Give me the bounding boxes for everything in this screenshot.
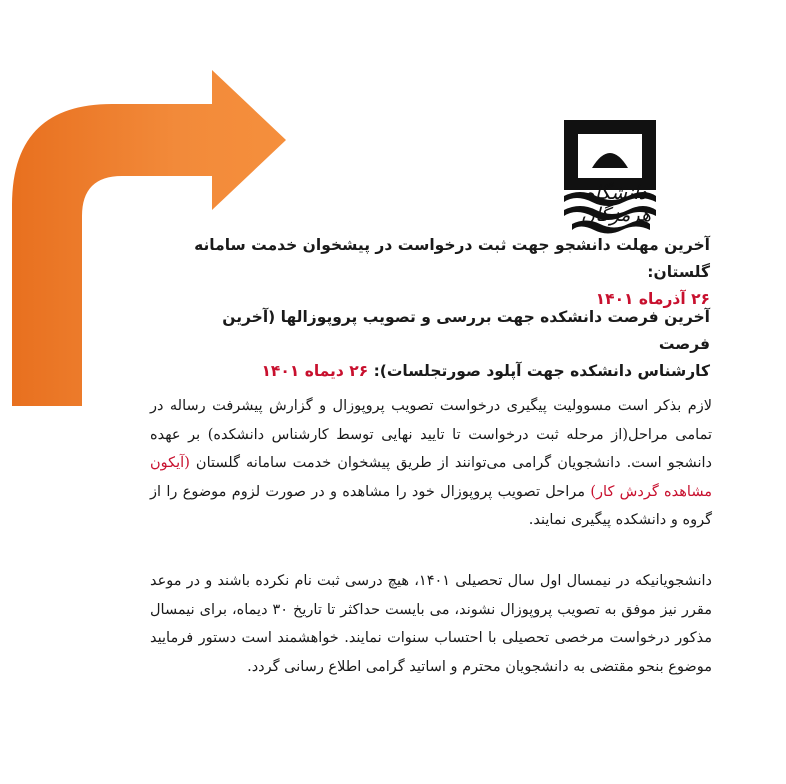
faculty-deadline-heading-line1: آخرین فرصت دانشکده جهت بررسی و تصویب پروپوزالها (آخرین فرصت <box>222 308 710 353</box>
faculty-deadline <box>180 304 710 385</box>
faculty-deadline-heading-line2: کارشناس دانشکده جهت آپلود صورتجلسات): <box>373 362 710 380</box>
responsibility-text-after: مراحل تصویب پروپوزال خود را مشاهده و در صورت لزوم موضوع را از گروه و دانشکده پیگیری نمایند. <box>150 483 712 529</box>
university-name: دانشگاه هرمزگان <box>581 182 651 226</box>
workflow-icon-note: (آیکون مشاهده گردش کار) <box>150 455 713 500</box>
responsibility-paragraph <box>150 392 712 535</box>
faculty-deadline-date: ۲۶ دیماه ۱۴۰۱ <box>261 362 369 380</box>
student-deadline <box>180 232 710 313</box>
responsibility-text-before: لازم بذکر است مسوولیت پیگیری درخواست تصویب پروپوزال و گزارش پیشرفت رساله در تمامی مراحل(از مرحله ثبت درخواست تا تایید نهایی توسط کارشناس دانشکده) بر عهده دانشجو است. دانشجویان گرامی می‌توانند از طریق پیشخوان خدمت سامانه گلستان <box>150 398 713 472</box>
student-deadline-heading: آخرین مهلت دانشجو جهت ثبت درخواست در پیشخوان خدمت سامانه گلستان: <box>194 236 710 281</box>
leave-of-absence-paragraph: دانشجویانیکه در نیمسال اول سال تحصیلی ۱۴۰۱، هیچ درسی ثبت نام نکرده باشند و در موعد مقرر نیز موفق به تصویب پروپوزال نشوند، می بایست حداکثر تا تاریخ ۳۰ دیماه، برای نیمسال مذکور درخواست مرخصی تحصیلی با احتساب سنوات نمایند. خواهشمند است دستور فرمایید موضوع بنحو مقتضی به دانشجویان محترم و اساتید گرامی اطلاع رسانی گردد. <box>150 573 712 675</box>
student-deadline-date: ۲۶ آذرماه ۱۴۰۱ <box>595 290 710 308</box>
